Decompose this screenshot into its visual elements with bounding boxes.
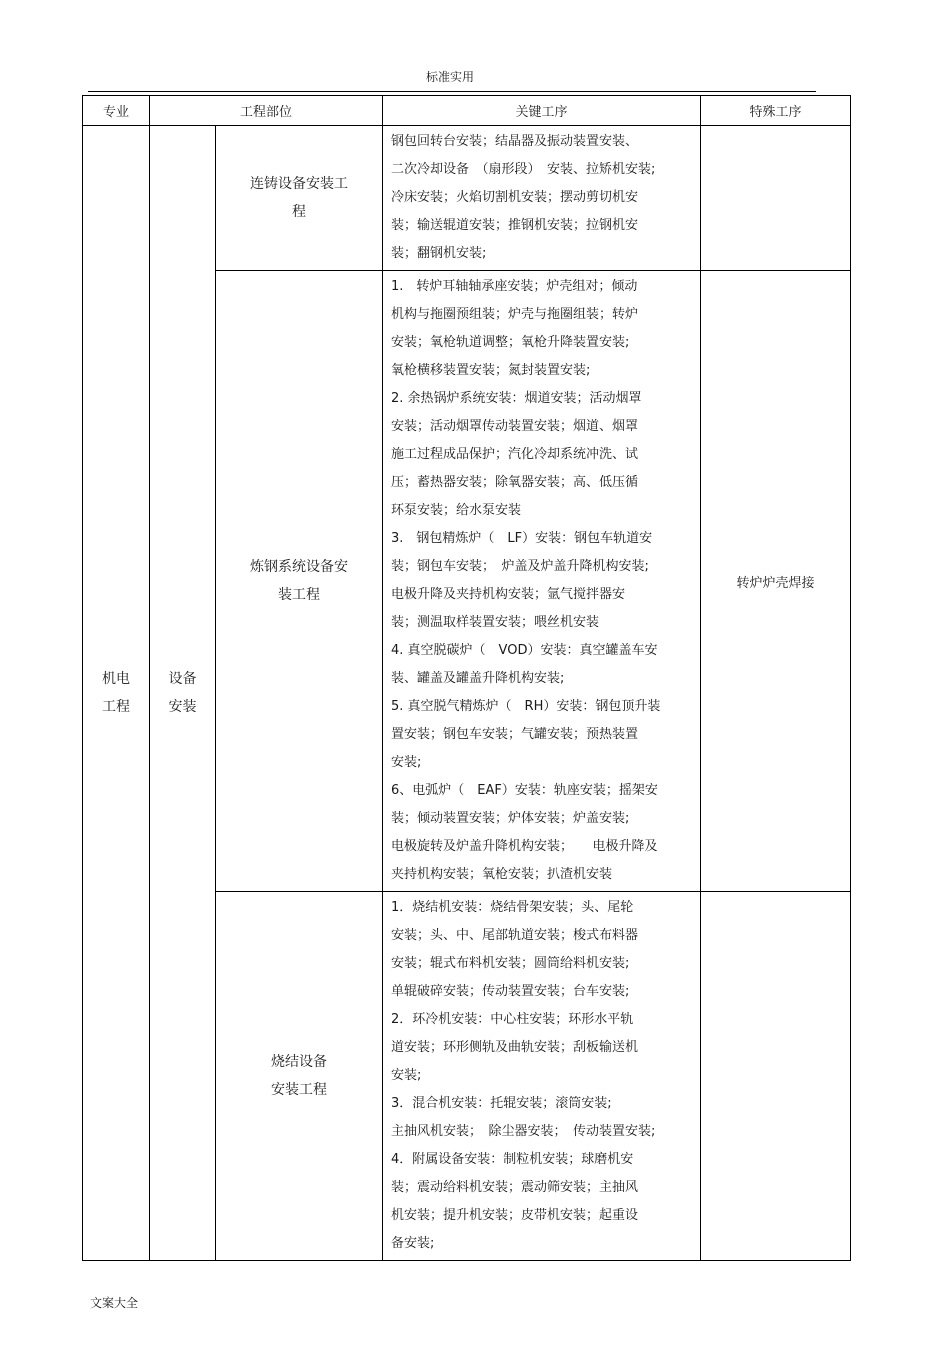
step-line: 装；震动给料机安装；震动筛安装；主抽风	[391, 1180, 639, 1195]
step-line: 6、电弧炉（ EAF）安装：轨座安装；摇架安	[391, 783, 658, 798]
table-row	[83, 126, 851, 271]
step-line: 1. 转炉耳轴轴承座安装；炉壳组对；倾动	[391, 279, 638, 294]
key-process-cell	[383, 271, 701, 892]
sub-part-line: 设备	[168, 671, 197, 687]
area-line: 炼钢系统设备安	[250, 559, 348, 575]
step-line: 装；输送辊道安装；推钢机安装；拉钢机安	[391, 218, 639, 233]
step-line: 装；倾动装置安装；炉体安装；炉盖安装;	[391, 811, 630, 826]
step-line: 环泵安装；给水泵安装	[391, 503, 522, 518]
step-line: 装；测温取样装置安装；喂丝机安装	[391, 615, 600, 630]
area-line: 程	[292, 204, 306, 220]
step-line: 主抽风机安装； 除尘器安装； 传动装置安装;	[391, 1124, 656, 1139]
area-cell	[216, 892, 383, 1261]
step-line: 装、罐盖及罐盖升降机构安装;	[391, 671, 565, 686]
special-process-cell: 转炉炉壳焊接	[701, 271, 851, 892]
step-line: 安装;	[391, 755, 422, 770]
step-line: 安装；活动烟罩传动装置安装；烟道、烟罩	[391, 419, 639, 434]
area-cell	[216, 126, 383, 271]
step-line: 单辊破碎安装；传动装置安装；台车安装;	[391, 984, 630, 999]
specialty-cell	[83, 126, 150, 1261]
col-header-key-process: 关键工序	[383, 96, 701, 126]
col-header-specialty: 专业	[83, 96, 150, 126]
step-line: 道安装；环形侧轨及曲轨安装；刮板输送机	[391, 1040, 639, 1055]
key-process-cell	[383, 126, 701, 271]
specialty-line: 机电	[102, 671, 130, 687]
sub-part-line: 安装	[168, 699, 197, 715]
page-header: 标准实用	[425, 70, 474, 84]
key-process-cell	[383, 892, 701, 1261]
special-process-cell	[701, 126, 851, 271]
step-line: 置安装；钢包车安装；气罐安装；预热装置	[391, 727, 639, 742]
process-table	[82, 95, 851, 1261]
step-line: 1．烧结机安装：烧结骨架安装；头、尾轮	[391, 900, 634, 915]
table-header-row	[83, 96, 851, 126]
sub-part-cell	[150, 126, 216, 1261]
special-process-cell	[701, 892, 851, 1261]
step-line: 2. 余热锅炉系统安装：烟道安装；活动烟罩	[391, 391, 642, 406]
step-line: 4．附属设备安装：制粒机安装；球磨机安	[391, 1152, 634, 1167]
area-cell	[216, 271, 383, 892]
step-line: 安装；头、中、尾部轨道安装；梭式布料器	[391, 928, 639, 943]
step-line: 氧枪横移装置安装；氮封装置安装;	[391, 363, 591, 378]
col-header-part: 工程部位	[150, 96, 383, 126]
step-line: 机构与拖圈预组装；炉壳与拖圈组装；转炉	[391, 307, 639, 322]
step-line: 压；蓄热器安装；除氧器安装；高、低压循	[391, 475, 639, 490]
specialty-line: 工程	[102, 699, 130, 715]
step-line: 夹持机构安装；氧枪安装；扒渣机安装	[391, 867, 613, 882]
step-line: 装；钢包车安装； 炉盖及炉盖升降机构安装;	[391, 559, 649, 574]
area-line: 安装工程	[271, 1082, 327, 1098]
area-line: 连铸设备安装工	[250, 176, 348, 192]
area-line: 烧结设备	[271, 1054, 327, 1070]
step-line: 安装;	[391, 1068, 422, 1083]
col-header-special-process: 特殊工序	[701, 96, 851, 126]
step-line: 电极升降及夹持机构安装；氩气搅拌器安	[391, 587, 626, 602]
step-line: 安装；氧枪轨道调整；氧枪升降装置安装;	[391, 335, 630, 350]
page-footer: 文案大全	[90, 1296, 139, 1310]
step-line: 钢包回转台安装；结晶器及振动装置安装、	[391, 134, 639, 149]
step-line: 施工过程成品保护；汽化冷却系统冲洗、试	[391, 447, 639, 462]
step-line: 二次冷却设备 （扇形段） 安装、拉矫机安装;	[391, 162, 656, 177]
step-line: 装；翻钢机安装;	[391, 246, 487, 261]
area-line: 装工程	[278, 587, 320, 603]
step-line: 3．混合机安装：托辊安装；滚筒安装;	[391, 1096, 612, 1111]
step-line: 冷床安装；火焰切割机安装；摆动剪切机安	[391, 190, 639, 205]
header-divider	[88, 91, 816, 92]
step-line: 3. 钢包精炼炉（ LF）安装：钢包车轨道安	[391, 531, 653, 546]
step-line: 机安装；提升机安装；皮带机安装；起重设	[391, 1208, 639, 1223]
step-line: 安装；辊式布料机安装；圆筒给料机安装;	[391, 956, 630, 971]
step-line: 备安装;	[391, 1236, 435, 1251]
step-line: 2．环冷机安装：中心柱安装；环形水平轨	[391, 1012, 634, 1027]
step-line: 电极旋转及炉盖升降机构安装； 电极升降及	[391, 839, 658, 854]
step-line: 5. 真空脱气精炼炉（ RH）安装：钢包顶升装	[391, 699, 661, 714]
step-line: 4. 真空脱碳炉（ VOD）安装：真空罐盖车安	[391, 643, 658, 658]
